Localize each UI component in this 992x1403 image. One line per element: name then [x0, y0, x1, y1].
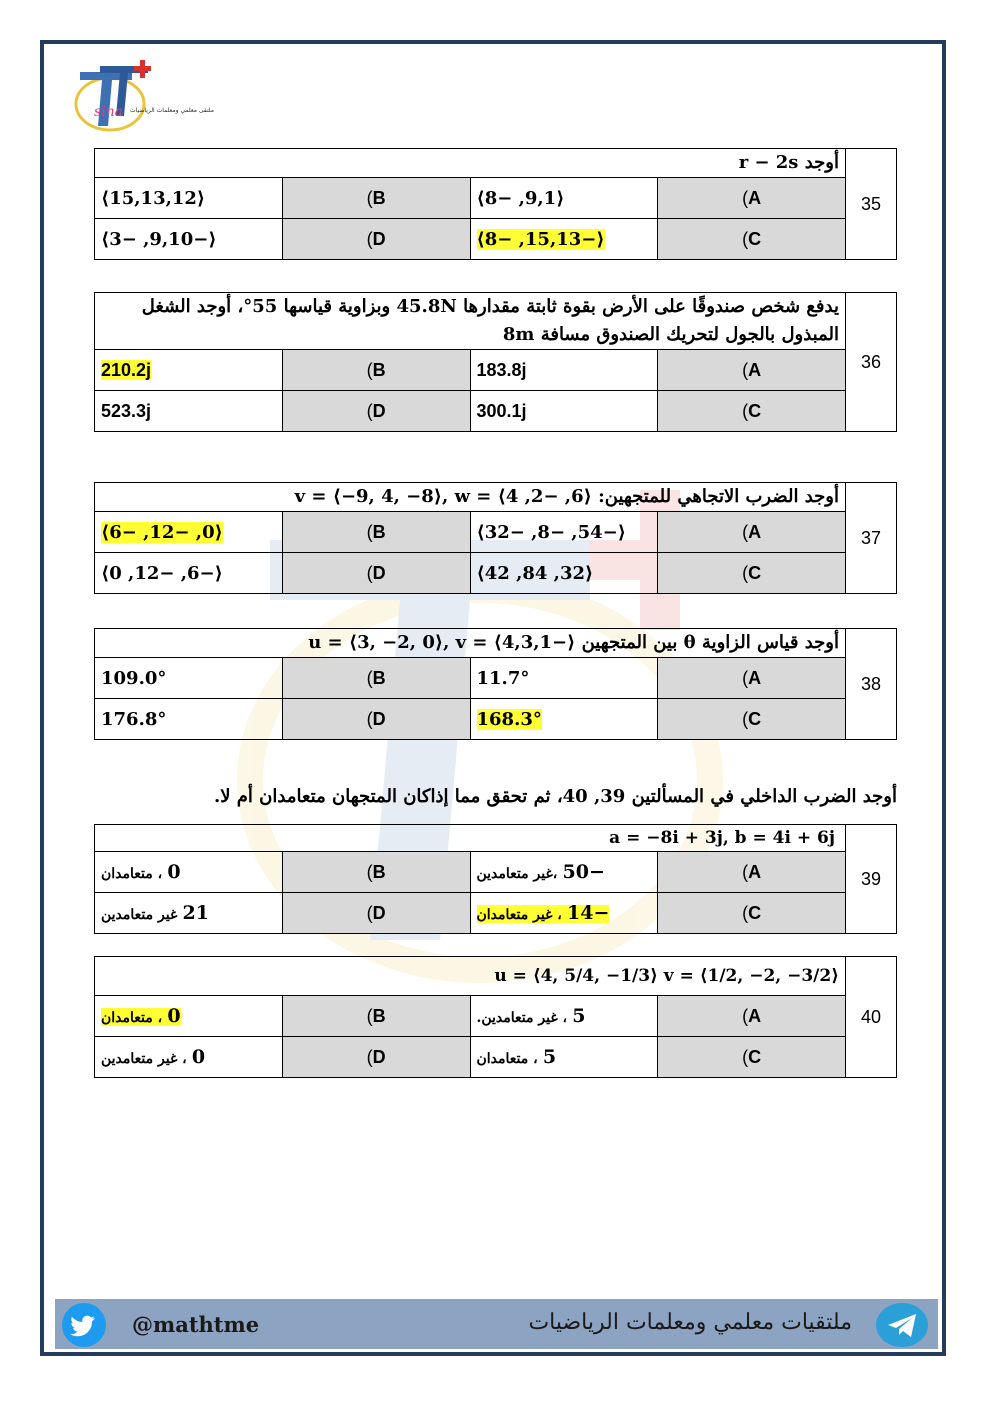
- option-a[interactable]: 183.8j: [470, 350, 658, 391]
- option-a[interactable]: ⟨9,1, −8⟩: [470, 178, 658, 219]
- correct-answer-highlight: 0 ، متعامدان: [101, 1005, 181, 1027]
- option-b[interactable]: [95, 350, 283, 391]
- question-37: [94, 482, 897, 594]
- option-a[interactable]: −50 ،غير متعامدين: [470, 852, 658, 893]
- option-b[interactable]: 0 ، متعامدان: [95, 852, 283, 893]
- question-number: 36: [846, 293, 897, 432]
- logo: [70, 58, 214, 138]
- option-label-a[interactable]: A): [658, 852, 846, 893]
- option-label-b[interactable]: B): [282, 178, 470, 219]
- question-stem: أوجد قياس الزاوية θ بين المتجهين ⟨−4,3,1⟩ = u = ⟨3, −2, 0⟩, v: [95, 629, 846, 658]
- option-label-b[interactable]: B): [282, 996, 470, 1037]
- option-label-d[interactable]: D): [282, 553, 470, 594]
- footer-title: ملتقيات معلمي ومعلمات الرياضيات: [528, 1310, 852, 1335]
- option-label-a[interactable]: A): [658, 658, 846, 699]
- option-label-b[interactable]: B): [282, 658, 470, 699]
- option-d[interactable]: ⟨−6, −12, 0⟩: [95, 553, 283, 594]
- option-d[interactable]: 176.8°: [95, 699, 283, 740]
- option-label-a[interactable]: A): [658, 512, 846, 553]
- question-stem: أوجد الضرب الاتجاهي للمتجهين: ⟨6, −2, 4⟩ = v = ⟨−9, 4, −8⟩, w: [95, 483, 846, 512]
- question-stem: a = −8i + 3j, b = 4i + 6j: [95, 825, 846, 852]
- option-c[interactable]: [470, 219, 658, 260]
- option-d[interactable]: ⟨−9,10, −3⟩: [95, 219, 283, 260]
- question-39: [94, 824, 897, 934]
- option-label-b[interactable]: B): [282, 852, 470, 893]
- option-label-c[interactable]: C): [658, 219, 846, 260]
- question-number: 35: [846, 149, 897, 260]
- question-number: 40: [846, 957, 897, 1078]
- question-number: 39: [846, 825, 897, 934]
- telegram-icon[interactable]: [876, 1303, 928, 1347]
- option-b[interactable]: [95, 996, 283, 1037]
- option-c[interactable]: [470, 699, 658, 740]
- option-a[interactable]: 11.7°: [470, 658, 658, 699]
- option-label-c[interactable]: C): [658, 699, 846, 740]
- option-d[interactable]: 523.3j: [95, 391, 283, 432]
- option-d[interactable]: 21 غير متعامدين: [95, 893, 283, 934]
- option-label-d[interactable]: D): [282, 893, 470, 934]
- option-b[interactable]: 109.0°: [95, 658, 283, 699]
- option-label-a[interactable]: A): [658, 178, 846, 219]
- question-35: [94, 148, 897, 260]
- option-label-b[interactable]: B): [282, 350, 470, 391]
- option-label-d[interactable]: D): [282, 391, 470, 432]
- social-handle[interactable]: @mathtme: [132, 1312, 260, 1337]
- option-label-a[interactable]: A): [658, 996, 846, 1037]
- correct-answer-highlight: −14 ، غير متعامدان: [476, 902, 610, 924]
- question-stem: u = ⟨4, 5/4, −1/3⟩ v = ⟨1/2, −2, −3/2⟩: [95, 957, 846, 996]
- question-stem: يدفع شخص صندوقًا على الأرض بقوة ثابتة مقدارها 45.8N وبزاوية قياسها 55°، أوجد الشغل المبذول بالجول لتحريك الصندوق مسافة 8m: [95, 293, 846, 350]
- option-label-c[interactable]: C): [658, 391, 846, 432]
- twitter-icon[interactable]: [62, 1303, 106, 1347]
- option-c[interactable]: ⟨32, 84, 42⟩: [470, 553, 658, 594]
- option-a[interactable]: 5 ، غير متعامدين.: [470, 996, 658, 1037]
- option-label-d[interactable]: D): [282, 219, 470, 260]
- option-c[interactable]: 300.1j: [470, 391, 658, 432]
- question-stem: أوجد r − 2s: [95, 149, 846, 178]
- question-38: [94, 628, 897, 740]
- option-label-c[interactable]: C): [658, 893, 846, 934]
- option-d[interactable]: 0 ، غير متعامدين: [95, 1037, 283, 1078]
- question-number: 37: [846, 483, 897, 594]
- correct-answer-highlight: 168.3°: [476, 708, 542, 730]
- option-a[interactable]: ⟨−54, −8, −32⟩: [470, 512, 658, 553]
- option-label-c[interactable]: C): [658, 553, 846, 594]
- option-c[interactable]: 5 ، متعامدان: [470, 1037, 658, 1078]
- question-40: [94, 956, 897, 1078]
- logo-caption: ملتقى معلمي ومعلمات الرياضيات: [130, 107, 214, 114]
- option-b[interactable]: ⟨15,13,12⟩: [95, 178, 283, 219]
- option-label-c[interactable]: C): [658, 1037, 846, 1078]
- correct-answer-highlight: 210.2j: [101, 359, 152, 380]
- logo-script: sina: [94, 104, 124, 120]
- option-label-d[interactable]: D): [282, 699, 470, 740]
- option-b[interactable]: [95, 512, 283, 553]
- question-number: 38: [846, 629, 897, 740]
- correct-answer-highlight: ⟨0, −12, −6⟩: [101, 521, 223, 543]
- section-instruction: أوجد الضرب الداخلي في المسألتين 39, 40، ثم تحقق مما إذاكان المتجهان متعامدان أم لا.: [213, 786, 897, 807]
- question-36: [94, 292, 897, 432]
- correct-answer-highlight: ⟨−15,13, −8⟩: [476, 228, 605, 250]
- option-label-b[interactable]: B): [282, 512, 470, 553]
- option-label-d[interactable]: D): [282, 1037, 470, 1078]
- option-c[interactable]: [470, 893, 658, 934]
- option-label-a[interactable]: A): [658, 350, 846, 391]
